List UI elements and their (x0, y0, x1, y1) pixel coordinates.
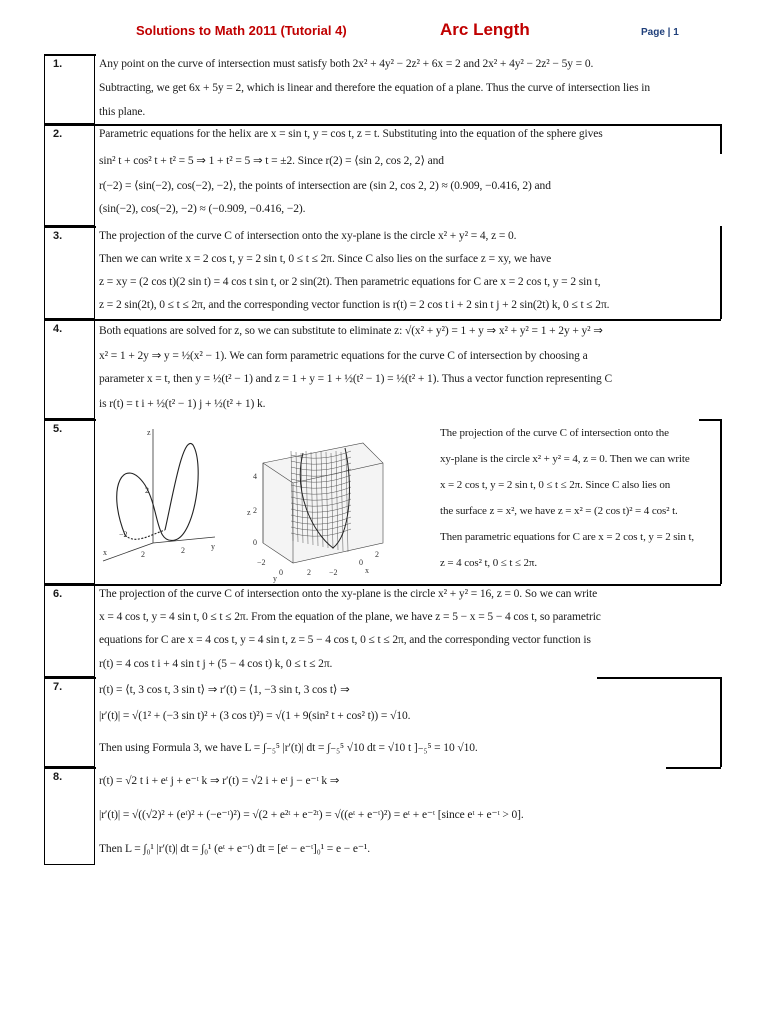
row-divider (44, 226, 96, 228)
figure-label: 2 (141, 550, 145, 559)
problem-number: 8. (44, 767, 94, 865)
problem-solution (94, 767, 721, 865)
solution-line: Both equations are solved for z, so we can substitute to eliminate z: √(x² + y²) = 1 + y ⇒ x² + y² = 1 + 2y + y² ⇒ (99, 325, 603, 337)
figure-label: 2 (253, 506, 257, 515)
solution-line: xy-plane is the circle x² + y² = 4, z = 0. Then we can write (440, 453, 690, 465)
figure-label: 0 (253, 538, 257, 547)
solution-line: r(−2) = ⟨sin(−2), cos(−2), −2⟩, the points of intersection are (sin 2, cos 2, 2) ≈ (0.909, −0.416, 2) and (99, 180, 551, 192)
problem-solution (94, 226, 721, 319)
row-divider (44, 419, 96, 421)
row-divider (44, 584, 721, 586)
solution-line: Parametric equations for the helix are x = sin t, y = cos t, z = t. Substituting into the equation of the sphere gives (99, 128, 603, 140)
problem-number: 5. (44, 419, 94, 584)
solution-line: x² = 1 + 2y ⇒ y = ½(x² − 1). We can form parametric equations for the curve C of intersection by choosing a (99, 350, 588, 362)
solution-line: is r(t) = t i + ½(t² − 1) j + ½(t² + 1) k. (99, 398, 266, 410)
row-divider (44, 319, 721, 321)
problem-solution (94, 584, 721, 677)
problem-row-1 (44, 54, 721, 124)
solution-line: (sin(−2), cos(−2), −2) ≈ (−0.909, −0.416, −2). (99, 203, 306, 215)
solution-line: The projection of the curve C of intersection onto the (440, 427, 669, 439)
solution-line: Subtracting, we get 6x + 5y = 2, which is linear and therefore the equation of a plane. Thus the curve of intersection lies in (99, 82, 651, 94)
solution-line: r(t) = √2 t i + eᵗ j + e⁻ᵗ k ⇒ r′(t) = √2 i + eᵗ j − e⁻ᵗ k ⇒ (99, 775, 340, 787)
problem-row-3 (44, 226, 721, 319)
document-subtitle: Arc Length (440, 20, 530, 39)
solution-line: Then L = ∫₀¹ |r′(t)| dt = ∫₀¹ (eᵗ + e⁻ᵗ) dt = [eᵗ − e⁻ᵗ]₀¹ = e − e⁻¹. (99, 843, 370, 855)
solution-line: this plane. (99, 106, 146, 118)
solution-line: z = xy = (2 cos t)(2 sin t) = 4 cos t sin t, or 2 sin(2t). Then parametric equations for C are x = 2 cos t, y = 2 sin t, (99, 276, 601, 288)
row-border (720, 419, 722, 584)
row-divider (44, 767, 96, 769)
problem-number: 3. (44, 226, 94, 319)
solution-line: The projection of the curve C of intersection onto the xy-plane is the circle x² + y² = 16, z = 0. So we can write (99, 588, 598, 600)
surface-figure (233, 423, 403, 583)
solution-line: Then parametric equations for C are x = 2 cos t, y = 2 sin t, (440, 531, 695, 543)
problem-row-8 (44, 767, 721, 865)
problem-solution (94, 419, 721, 584)
solution-line: |r′(t)| = √(1² + (−3 sin t)² + (3 cos t)²) = √(1 + 9(sin² t + cos² t)) = √10. (99, 710, 411, 722)
figure-label: 0 (279, 568, 283, 577)
problem-row-4 (44, 319, 721, 419)
problem-number: 7. (44, 677, 94, 767)
figure-label: 2 (307, 568, 311, 577)
row-border (720, 226, 722, 319)
solution-line: |r′(t)| = √((√2)² + (eᵗ)² + (−e⁻ᵗ)²) = √(2 + e²ᵗ + e⁻²ᵗ) = √((eᵗ + e⁻ᵗ)²) = eᵗ + e⁻ᵗ [since eᵗ + e⁻ᵗ > 0]. (99, 809, 524, 821)
problem-number: 6. (44, 584, 94, 677)
row-border (720, 124, 722, 154)
figure-label: y (211, 542, 215, 551)
row-divider (597, 677, 721, 679)
solution-line: The projection of the curve C of intersection onto the xy-plane is the circle x² + y² = 4, z = 0. (99, 230, 517, 242)
space-curve-figure (95, 425, 225, 575)
figure-label: 4 (253, 472, 257, 481)
figure-label: 2 (375, 550, 379, 559)
solution-line: Then we can write x = 2 cos t, y = 2 sin t, 0 ≤ t ≤ 2π. Since C also lies on the surface z = xy, we have (99, 253, 552, 265)
row-divider (666, 767, 721, 769)
document-title: Solutions to Math 2011 (Tutorial 4) (136, 23, 347, 38)
figure-label: −2 (119, 530, 128, 539)
figure-label: −2 (329, 568, 338, 577)
solution-line: sin² t + cos² t + t² = 5 ⇒ 1 + t² = 5 ⇒ t = ±2. Since r(2) = ⟨sin 2, cos 2, 2⟩ and (99, 155, 444, 167)
solution-line: parameter x = t, then y = ½(t² − 1) and z = 1 + y = 1 + ½(t² − 1) = ½(t² + 1). Thus a vector function representing C (99, 373, 613, 385)
figure-label: 2 (181, 546, 185, 555)
row-divider (44, 54, 96, 56)
solution-line: x = 2 cos t, y = 2 sin t, 0 ≤ t ≤ 2π. Since C also lies on (440, 479, 671, 491)
figure-label: y (273, 574, 277, 583)
problem-row-6 (44, 584, 721, 677)
problem-number: 4. (44, 319, 94, 419)
row-divider (44, 124, 721, 126)
solution-line: equations for C are x = 4 cos t, y = 4 sin t, z = 5 − 4 cos t, 0 ≤ t ≤ 2π, and the corresponding vector function is (99, 634, 591, 646)
row-border (720, 677, 722, 767)
solution-line: z = 4 cos² t, 0 ≤ t ≤ 2π. (440, 557, 538, 569)
figure-label: x (365, 566, 369, 575)
solution-line: r(t) = ⟨t, 3 cos t, 3 sin t⟩ ⇒ r′(t) = ⟨1, −3 sin t, 3 cos t⟩ ⇒ (99, 684, 350, 696)
figure-label: 2 (145, 486, 149, 495)
solution-line: x = 4 cos t, y = 4 sin t, 0 ≤ t ≤ 2π. From the equation of the plane, we have z = 5 − x = 5 − 4 cos t, so parametric (99, 611, 601, 623)
solution-line: r(t) = 4 cos t i + 4 sin t j + (5 − 4 cos t) k, 0 ≤ t ≤ 2π. (99, 658, 333, 670)
row-divider (44, 677, 96, 679)
figure-label: z (147, 428, 151, 437)
solutions-table (44, 54, 721, 865)
figure-label: z (247, 508, 251, 517)
problem-solution (94, 677, 721, 767)
problem-row-2 (44, 124, 721, 226)
problem-row-5 (44, 419, 721, 584)
page-header (0, 0, 768, 44)
page-number: Page | 1 (641, 27, 679, 38)
solution-line: the surface z = x², we have z = x² = (2 cos t)² = 4 cos² t. (440, 505, 678, 517)
figure-label: 0 (359, 558, 363, 567)
row-divider (699, 419, 721, 421)
problem-solution (94, 54, 721, 124)
figure-label: x (103, 548, 107, 557)
solution-line: Then using Formula 3, we have L = ∫₋₅⁵ |r′(t)| dt = ∫₋₅⁵ √10 dt = √10 t ]₋₅⁵ = 10 √10. (99, 742, 478, 754)
problem-number: 1. (44, 54, 94, 124)
figure-label: −2 (257, 558, 266, 567)
problem-solution (94, 124, 721, 226)
solution-line: Any point on the curve of intersection must satisfy both 2x² + 4y² − 2z² + 6x = 2 and 2x² + 4y² − 2z² − 5y = 0. (99, 58, 594, 70)
problem-number: 2. (44, 124, 94, 226)
solution-line: z = 2 sin(2t), 0 ≤ t ≤ 2π, and the corresponding vector function is r(t) = 2 cos t i + 2 sin t j + 2 sin(2t) k, 0 ≤ t ≤ 2π. (99, 299, 610, 311)
problem-solution (94, 319, 721, 419)
problem-row-7 (44, 677, 721, 767)
